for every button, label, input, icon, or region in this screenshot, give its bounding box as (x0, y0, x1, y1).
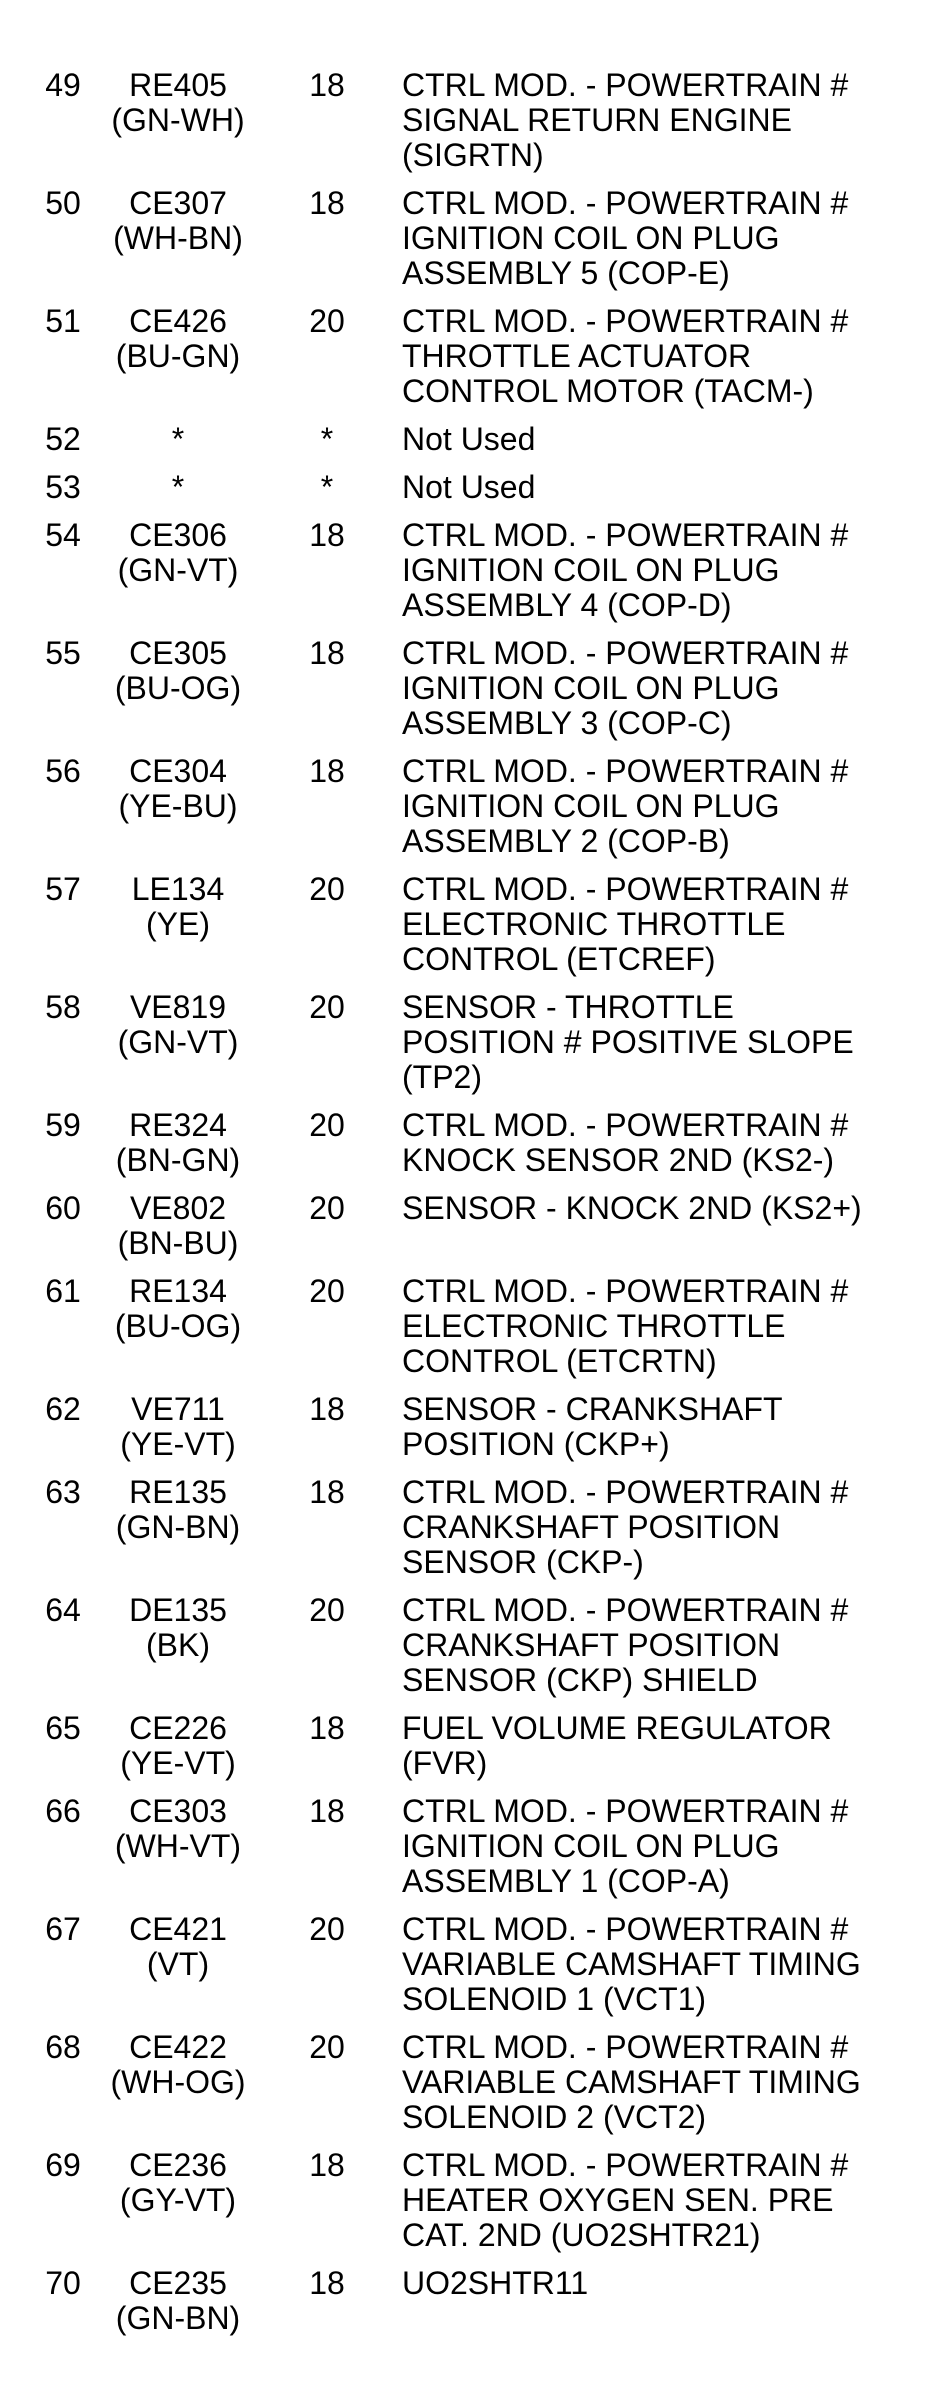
wire-gauge: 18 (309, 1391, 345, 1427)
circuit-function (391, 990, 929, 1095)
table-row (33, 1274, 929, 1379)
wire-color: (WH-OG) (110, 2064, 246, 2100)
circuit-code: CE306 (129, 517, 227, 553)
circuit-function (391, 1794, 929, 1899)
table-row (33, 186, 929, 291)
circuit-cell (93, 186, 263, 256)
function-line: IGNITION COIL ON PLUG (402, 220, 780, 256)
function-line: CTRL MOD. - POWERTRAIN # (402, 1107, 849, 1143)
circuit-function (391, 186, 929, 291)
wire-color: (BU-GN) (115, 338, 241, 374)
circuit-function (391, 636, 929, 741)
circuit-function (391, 68, 929, 173)
table-row (33, 2030, 929, 2135)
function-line: CTRL MOD. - POWERTRAIN # (402, 635, 849, 671)
pin-number: 49 (45, 67, 81, 103)
function-line: CTRL MOD. - POWERTRAIN # (402, 67, 849, 103)
circuit-code: LE134 (131, 871, 225, 907)
function-line: VARIABLE CAMSHAFT TIMING (402, 2064, 861, 2100)
function-line: CTRL MOD. - POWERTRAIN # (402, 1592, 849, 1628)
wire-color: (GN-BN) (115, 1509, 241, 1545)
circuit-code: DE135 (129, 1592, 227, 1628)
pin-number: 69 (45, 2147, 81, 2183)
wire-gauge: 20 (309, 2029, 345, 2065)
wire-gauge: * (320, 469, 334, 505)
circuit-cell (93, 2030, 263, 2100)
function-line: ASSEMBLY 4 (COP-D) (402, 587, 732, 623)
wire-gauge: 20 (309, 1911, 345, 1947)
function-line: CTRL MOD. - POWERTRAIN # (402, 1793, 849, 1829)
circuit-code: CE307 (129, 185, 227, 221)
function-line: FUEL VOLUME REGULATOR (402, 1710, 832, 1746)
circuit-function (391, 1475, 929, 1580)
function-line: CAT. 2ND (UO2SHTR21) (402, 2217, 761, 2253)
table-row (33, 990, 929, 1095)
function-line: Not Used (402, 421, 536, 457)
circuit-code: * (171, 469, 185, 505)
wire-gauge: 18 (309, 67, 345, 103)
function-line: IGNITION COIL ON PLUG (402, 552, 780, 588)
wire-color: (GN-WH) (111, 102, 245, 138)
table-row (33, 1794, 929, 1899)
circuit-function (391, 2266, 929, 2301)
function-line: CTRL MOD. - POWERTRAIN # (402, 2029, 849, 2065)
circuit-function (391, 470, 929, 505)
pin-number: 64 (45, 1592, 81, 1628)
wire-gauge: 18 (309, 1793, 345, 1829)
function-line: CONTROL (ETCRTN) (402, 1343, 717, 1379)
function-line: ELECTRONIC THROTTLE (402, 906, 786, 942)
circuit-cell (93, 422, 263, 457)
function-line: KNOCK SENSOR 2ND (KS2-) (402, 1142, 835, 1178)
wire-color: (WH-BN) (113, 220, 243, 256)
table-row (33, 422, 929, 457)
pin-number: 53 (45, 469, 81, 505)
circuit-code: CE421 (129, 1911, 227, 1947)
circuit-cell (93, 1794, 263, 1864)
pin-number: 59 (45, 1107, 81, 1143)
function-line: SIGNAL RETURN ENGINE (402, 102, 792, 138)
function-line: CTRL MOD. - POWERTRAIN # (402, 871, 849, 907)
pin-number: 61 (45, 1273, 81, 1309)
wire-gauge: 20 (309, 303, 345, 339)
function-line: IGNITION COIL ON PLUG (402, 670, 780, 706)
function-line: SENSOR - KNOCK 2ND (KS2+) (402, 1190, 862, 1226)
circuit-code: CE426 (129, 303, 227, 339)
table-row (33, 1711, 929, 1781)
pin-number: 57 (45, 871, 81, 907)
circuit-code: * (171, 421, 185, 457)
table-row (33, 1593, 929, 1698)
wire-gauge: 18 (309, 635, 345, 671)
table-row (33, 1475, 929, 1580)
wire-color: (YE-BU) (118, 788, 238, 824)
pin-number: 58 (45, 989, 81, 1025)
circuit-function (391, 422, 929, 457)
circuit-cell (93, 1711, 263, 1781)
wire-color: (BU-OG) (114, 670, 242, 706)
wire-color: (YE-VT) (120, 1745, 236, 1781)
pin-number: 66 (45, 1793, 81, 1829)
table-row (33, 636, 929, 741)
wire-gauge: 20 (309, 1190, 345, 1226)
pin-number: 68 (45, 2029, 81, 2065)
circuit-cell (93, 636, 263, 706)
wire-color: (GN-VT) (117, 552, 239, 588)
function-line: (FVR) (402, 1745, 488, 1781)
wire-color: (GN-BN) (115, 2300, 241, 2336)
function-line: CRANKSHAFT POSITION (402, 1509, 781, 1545)
pin-number: 65 (45, 1710, 81, 1746)
function-line: POSITION # POSITIVE SLOPE (402, 1024, 854, 1060)
circuit-function (391, 872, 929, 977)
table-row (33, 1912, 929, 2017)
circuit-code: CE235 (129, 2265, 227, 2301)
circuit-function (391, 518, 929, 623)
wire-gauge: 20 (309, 989, 345, 1025)
pin-number: 54 (45, 517, 81, 553)
pin-number: 63 (45, 1474, 81, 1510)
circuit-cell (93, 754, 263, 824)
function-line: SOLENOID 2 (VCT2) (402, 2099, 707, 2135)
function-line: SENSOR - THROTTLE (402, 989, 734, 1025)
circuit-function (391, 2030, 929, 2135)
table-row (33, 470, 929, 505)
function-line: ASSEMBLY 1 (COP-A) (402, 1863, 730, 1899)
function-line: CTRL MOD. - POWERTRAIN # (402, 303, 849, 339)
wire-gauge: 18 (309, 1474, 345, 1510)
function-line: ELECTRONIC THROTTLE (402, 1308, 786, 1344)
table-row (33, 304, 929, 409)
circuit-function (391, 1274, 929, 1379)
circuit-cell (93, 1912, 263, 1982)
circuit-code: CE305 (129, 635, 227, 671)
circuit-code: CE236 (129, 2147, 227, 2183)
function-line: CRANKSHAFT POSITION (402, 1627, 781, 1663)
pin-number: 60 (45, 1190, 81, 1226)
pin-number: 51 (45, 303, 81, 339)
table-row (33, 518, 929, 623)
pin-number: 55 (45, 635, 81, 671)
function-line: CTRL MOD. - POWERTRAIN # (402, 185, 849, 221)
wire-gauge: 18 (309, 517, 345, 553)
function-line: POSITION (CKP+) (402, 1426, 670, 1462)
circuit-code: VE711 (131, 1391, 225, 1427)
wire-gauge: 18 (309, 1710, 345, 1746)
circuit-code: CE303 (129, 1793, 227, 1829)
wire-color: (BK) (146, 1627, 210, 1663)
pin-number: 70 (45, 2265, 81, 2301)
circuit-function (391, 304, 929, 409)
table-row (33, 1191, 929, 1261)
pin-number: 62 (45, 1391, 81, 1427)
function-line: CONTROL MOTOR (TACM-) (402, 373, 814, 409)
wire-color: (BN-GN) (115, 1142, 241, 1178)
circuit-cell (93, 68, 263, 138)
function-line: CTRL MOD. - POWERTRAIN # (402, 1474, 849, 1510)
circuit-code: RE405 (129, 67, 227, 103)
function-line: IGNITION COIL ON PLUG (402, 1828, 780, 1864)
circuit-function (391, 2148, 929, 2253)
function-line: SENSOR (CKP-) (402, 1544, 644, 1580)
function-line: (SIGRTN) (402, 137, 544, 173)
circuit-cell (93, 1191, 263, 1261)
wire-color: (YE) (146, 906, 210, 942)
circuit-function (391, 1108, 929, 1178)
circuit-code: RE134 (129, 1273, 227, 1309)
wire-gauge: 20 (309, 1592, 345, 1628)
function-line: CTRL MOD. - POWERTRAIN # (402, 753, 849, 789)
table-row (33, 1108, 929, 1178)
function-line: CTRL MOD. - POWERTRAIN # (402, 2147, 849, 2183)
wire-color: (WH-VT) (114, 1828, 242, 1864)
table-row (33, 68, 929, 173)
function-line: CTRL MOD. - POWERTRAIN # (402, 517, 849, 553)
circuit-function (391, 1711, 929, 1781)
circuit-function (391, 1912, 929, 2017)
wire-color: (GN-VT) (117, 1024, 239, 1060)
circuit-cell (93, 1475, 263, 1545)
table-row (33, 2266, 929, 2336)
circuit-cell (93, 470, 263, 505)
table-row (33, 872, 929, 977)
circuit-cell (93, 990, 263, 1060)
circuit-cell (93, 1108, 263, 1178)
pin-number: 56 (45, 753, 81, 789)
function-line: Not Used (402, 469, 536, 505)
circuit-cell (93, 872, 263, 942)
circuit-cell (93, 2266, 263, 2336)
function-line: CONTROL (ETCREF) (402, 941, 716, 977)
circuit-function (391, 1593, 929, 1698)
wire-gauge: 18 (309, 2265, 345, 2301)
wire-gauge: 18 (309, 185, 345, 221)
function-line: VARIABLE CAMSHAFT TIMING (402, 1946, 861, 1982)
pin-number: 50 (45, 185, 81, 221)
table-row (33, 2148, 929, 2253)
function-line: ASSEMBLY 2 (COP-B) (402, 823, 730, 859)
pin-number: 52 (45, 421, 81, 457)
function-line: SOLENOID 1 (VCT1) (402, 1981, 707, 2017)
function-line: CTRL MOD. - POWERTRAIN # (402, 1273, 849, 1309)
wire-gauge: 20 (309, 1107, 345, 1143)
wire-gauge: 20 (309, 871, 345, 907)
function-line: IGNITION COIL ON PLUG (402, 788, 780, 824)
function-line: HEATER OXYGEN SEN. PRE (402, 2182, 834, 2218)
wire-color: (YE-VT) (120, 1426, 236, 1462)
circuit-code: RE324 (129, 1107, 227, 1143)
table-row (33, 1392, 929, 1462)
pin-number: 67 (45, 1911, 81, 1947)
function-line: SENSOR - CRANKSHAFT (402, 1391, 783, 1427)
circuit-code: CE226 (129, 1710, 227, 1746)
function-line: CTRL MOD. - POWERTRAIN # (402, 1911, 849, 1947)
circuit-code: VE819 (129, 989, 227, 1025)
wire-gauge: 18 (309, 753, 345, 789)
circuit-cell (93, 1274, 263, 1344)
wire-gauge: 18 (309, 2147, 345, 2183)
function-line: THROTTLE ACTUATOR (402, 338, 752, 374)
wire-gauge: * (320, 421, 334, 457)
circuit-cell (93, 518, 263, 588)
table-row (33, 754, 929, 859)
wire-color: (VT) (146, 1946, 210, 1982)
circuit-cell (93, 1593, 263, 1663)
circuit-function (391, 754, 929, 859)
circuit-cell (93, 1392, 263, 1462)
circuit-code: RE135 (129, 1474, 227, 1510)
function-line: ASSEMBLY 3 (COP-C) (402, 705, 732, 741)
circuit-code: VE802 (129, 1190, 227, 1226)
wire-gauge: 20 (309, 1273, 345, 1309)
circuit-cell (93, 304, 263, 374)
function-line: ASSEMBLY 5 (COP-E) (402, 255, 730, 291)
circuit-function (391, 1191, 929, 1226)
circuit-cell (93, 2148, 263, 2218)
function-line: SENSOR (CKP) SHIELD (402, 1662, 758, 1698)
wire-color: (BN-BU) (117, 1225, 239, 1261)
circuit-code: CE304 (129, 753, 227, 789)
wire-color: (BU-OG) (114, 1308, 242, 1344)
wire-color: (GY-VT) (119, 2182, 237, 2218)
circuit-function (391, 1392, 929, 1462)
function-line: UO2SHTR11 (402, 2265, 589, 2301)
function-line: (TP2) (402, 1059, 482, 1095)
circuit-code: CE422 (129, 2029, 227, 2065)
